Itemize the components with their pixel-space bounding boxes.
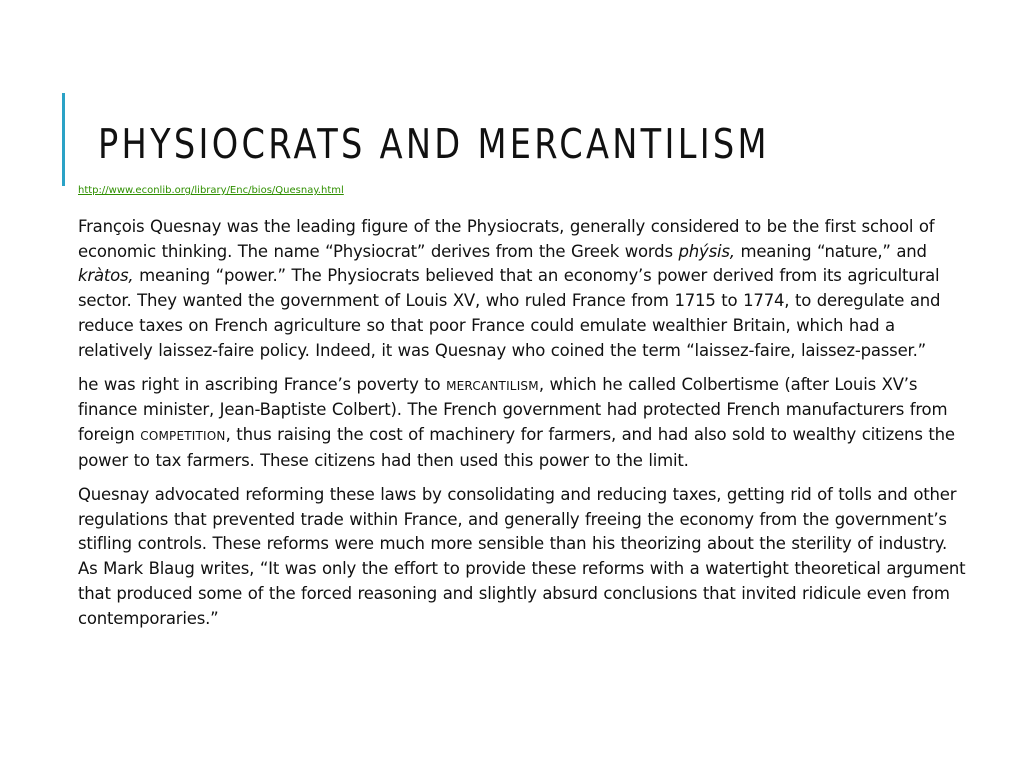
paragraph-quesnay-intro [78, 215, 968, 363]
greek-term-physis: phýsis, [678, 241, 735, 261]
slide-title: PHYSIOCRATS AND MERCANTILISM [98, 120, 770, 168]
source-link[interactable]: http://www.econlib.org/library/Enc/bios/Quesnay.html [78, 185, 344, 196]
paragraph-mercantilism [78, 373, 968, 474]
paragraph-2-text-1: he was right in ascribing France’s poverty to [78, 374, 447, 394]
title-accent-bar [62, 93, 65, 186]
paragraph-1-text-3: meaning “power.” The Physiocrats believed that an economy’s power derived from its agricultural sector. They wanted the government of Louis XV, who ruled France from 1715 to 1774, to deregulate and reduce taxes on French agriculture so that poor France could emulate wealthier Britain, which had a relatively laissez-faire policy. Indeed, it was Quesnay who coined the term “laissez-faire, laissez-passer.” [78, 266, 941, 360]
mercantilism-term[interactable]: MERCANTILISM [446, 378, 539, 393]
paragraph-2-text-2: , which he called Colbertisme (after Louis XV’s finance minister, Jean-Baptiste Colbert). The French government had protected French manufacturers from foreign [78, 374, 948, 445]
paragraph-1-text-2: meaning “nature,” and [734, 241, 927, 261]
paragraph-2-text-3: , thus raising the cost of machinery for farmers, and had also sold to wealthy citizens the power to tax farmers. These citizens had then used this power to the limit. [78, 425, 955, 470]
greek-term-kratos: kràtos, [78, 266, 134, 286]
paragraph-1-text-1: François Quesnay was the leading figure of the Physiocrats, generally considered to be the first school of economic thinking. The name “Physiocrat” derives from the Greek words [78, 217, 935, 261]
paragraph-reforms: Quesnay advocated reforming these laws by consolidating and reducing taxes, getting rid of tolls and other regulations that prevented trade within France, and generally freeing the economy from the government’s stifling controls. These reforms were much more sensible than his theorizing about the sterility of industry. As Mark Blaug writes, “It was only the effort to provide these reforms with a watertight theoretical argument that produced some of the forced reasoning and slightly absurd conclusions that invited ridicule even from contemporaries.” [78, 485, 966, 628]
slide-body [78, 215, 968, 641]
competition-term[interactable]: COMPETITION [140, 429, 226, 444]
